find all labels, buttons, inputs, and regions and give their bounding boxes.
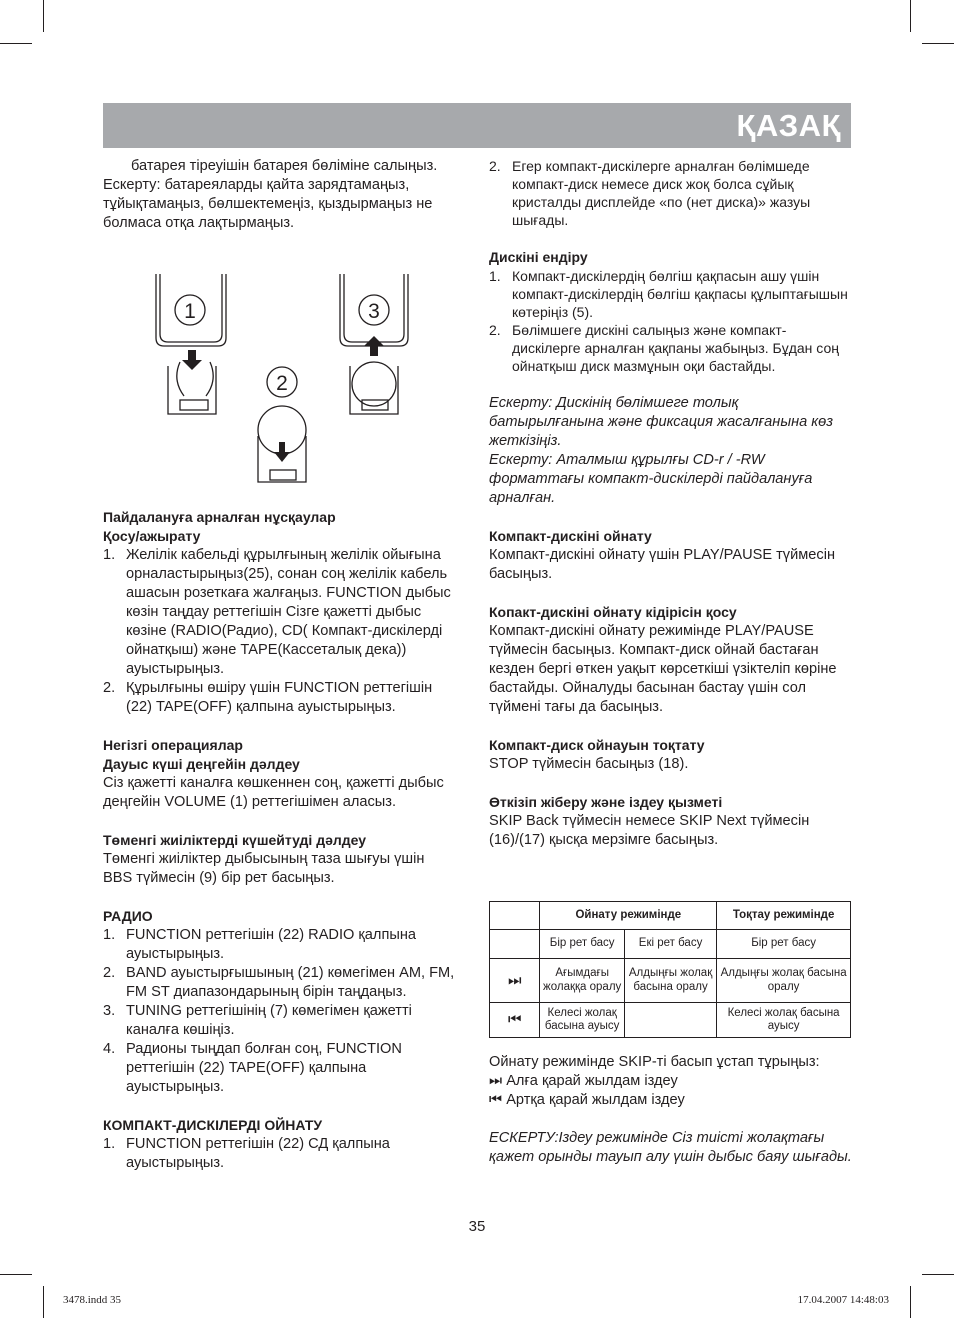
left-column-top: [103, 157, 455, 233]
page-number: 35: [468, 1218, 486, 1235]
disc-note: Ескерту: Дискінің бөлімшеге толық батырылғанына және фиксация жасалғанына көз жеткізіңіз.: [489, 395, 834, 449]
basic-ops-heading: Негізгі операциялар: [103, 737, 243, 753]
insert-item-1: Компакт-дискілердің бөлгіш қақпасын ашу үшін компакт-дискілердің бөлгіш қақпасы құлыптағышын көтеріңіз (5).: [512, 268, 848, 320]
crop-mark: [43, 0, 44, 32]
bass-text: Төменгі жиіліктер дыбысының таза шығуы үшін BBS түймесін (9) бір рет басыңыз.: [103, 851, 425, 886]
list-item: 1. Желілік кабельді құрылғының желілік ойығына орналастырыңыз(25), сонан соң желілік кабель ашасын розеткаға жалғаңыз. FUNCTION дыбыс көзін таңдау реттегішін Сізге қажетті дыбыс көзіне (RADIO(Радио), CD( Компакт-дискілерді ойнатқыш) және TAPE(Кассеталық дека)) ауыстырыңыз.: [103, 546, 455, 679]
table-cell: Алдыңғы жолақ басына оралу: [717, 959, 851, 1003]
bass-heading: Төменгі жиіліктерді күшейтуді дәлдеу: [103, 832, 367, 848]
table-cell: Келесі жолақ басына ауысу: [540, 1003, 625, 1038]
right-column-bottom: [489, 1053, 853, 1167]
play-text: Компакт-дискіні ойнату үшін PLAY/PAUSE түймесін басыңыз.: [489, 547, 836, 582]
figure-step-label: 1: [184, 300, 196, 323]
skip-table: [489, 901, 851, 1038]
skip-next-icon: ⏭: [490, 959, 540, 1003]
list-item: 2. BAND ауыстырғышының (21) көмегімен AM, FM, FM ST диапазондарының бірін таңдаңыз.: [103, 965, 455, 1000]
footer-date: 17.04.2007 14:48:03: [797, 1294, 889, 1306]
cd-play-heading: КОМПАКТ-ДИСКІЛЕРДІ ОЙНАТУ: [103, 1117, 323, 1133]
stop-heading: Компакт-диск ойнауын тоқтату: [489, 737, 705, 753]
list-item: 2. Егер компакт-дискілерге арналған бөлімшеде компакт-диск немесе диск жоқ болса сұйық кристалды дисплейде «по (нет диска)» жазуы шығады.: [489, 157, 853, 229]
usage-heading: Пайдалануға арналған нұсқаулар: [103, 509, 336, 525]
skip-prev-icon: ⏮: [490, 1003, 540, 1038]
list-item: 3. TUNING реттегішінің (7) көмегімен қажетті каналға көшіңіз.: [103, 1002, 455, 1040]
play-heading: Компакт-дискіні ойнату: [489, 528, 652, 544]
radio-item-3: TUNING реттегішінің (7) көмегімен қажетті каналға көшіңіз.: [126, 1003, 412, 1038]
table-cell: Келесі жолақ басына ауысу: [717, 1003, 851, 1038]
radio-item-2: BAND ауыстырғышының (21) көмегімен AM, FM, FM ST диапазондарының бірін таңдаңыз.: [126, 965, 455, 1000]
battery-note: Ескерту: батареяларды қайта зарядтамаңыз, тұйықтамаңыз, бөлшектемеңіз, қыздырмаңыз не болмаса отқа лақтырмаңыз.: [103, 177, 433, 231]
table-row: [490, 1003, 851, 1038]
volume-text: Сіз қажетті каналға көшкеннен соң, қажетті дыбыс деңгейін VOLUME (1) реттегішімен аласыз.: [103, 775, 444, 810]
figure-step-label: 3: [368, 300, 380, 323]
crop-mark: [922, 1274, 954, 1275]
hold-text: Ойнату режимінде SKIP-ті басып ұстап тұрыңыз:: [489, 1054, 820, 1070]
table-row: [490, 959, 851, 1003]
volume-heading: Дауыс күші деңгейін дәлдеу: [103, 756, 300, 772]
footer-file: 3478.indd 35: [63, 1294, 122, 1306]
radio-item-4: Радионы тыңдап болған соң, FUNCTION реттегішін (22) TAPE(OFF) қалпына ауыстырыңыз.: [126, 1041, 402, 1095]
cd-item-1: FUNCTION реттегішін (22) СД қалпына ауыстырыңыз.: [126, 1136, 390, 1171]
list-item: 4. Радионы тыңдап болған соң, FUNCTION реттегішін (22) TAPE(OFF) қалпына ауыстырыңыз.: [103, 1040, 455, 1097]
onoff-heading: Қосу/ажырату: [103, 528, 201, 544]
right-column: [489, 157, 853, 850]
fast-forward-text: Алға қарай жылдам іздеу: [506, 1073, 678, 1089]
crop-mark: [910, 1286, 911, 1318]
crop-mark: [0, 1274, 32, 1275]
language-title: ҚАЗАҚ: [736, 108, 841, 143]
list-item: 2. Құрылғыны өшіру үшін FUNCTION реттегішін (22) TAPE(OFF) қалпына ауыстырыңыз.: [103, 679, 455, 717]
fast-forward-line: [489, 1072, 853, 1091]
list-item: 1. FUNCTION реттегішін (22) СД қалпына ауыстырыңыз.: [103, 1135, 455, 1173]
list-item: 1. Компакт-дискілердің бөлгіш қақпасын ашу үшін компакт-дискілердің бөлгіш қақпасы құлыптағышын көтеріңіз (5).: [489, 267, 853, 321]
crop-mark: [0, 43, 32, 44]
battery-text: батарея тіреуішін батарея бөліміне салыңыз.: [131, 158, 438, 174]
fast-forward-icon: ⏭: [489, 1073, 503, 1089]
radio-heading: РАДИО: [103, 908, 153, 924]
table-cell: Бір рет басу: [717, 930, 851, 959]
table-cell: Алдыңғы жолақ басына оралу: [624, 959, 716, 1003]
fast-back-line: [489, 1091, 853, 1110]
figure-step-label: 2: [276, 372, 288, 395]
table-cell: [624, 1003, 716, 1038]
table-header-play: Ойнату режимінде: [540, 902, 717, 930]
table-row: [490, 930, 851, 959]
insert-heading: Дискіні ендіру: [489, 249, 588, 265]
format-note: Ескерту: Аталмыш құрылғы CD-r / -RW форматтағы компакт-дискілерді пайдалануға арналған.: [489, 452, 813, 506]
insert-item-2: Бөлімшеге дискіні салыңыз және компакт-дискілерге арналған қақпаны жабыңыз. Бұдан соң ойнатқыш диск мазмұнын оқи бастайды.: [512, 322, 839, 374]
list-item: 1. FUNCTION реттегішін (22) RADIO қалпына ауыстырыңыз.: [103, 926, 455, 964]
onoff-item-2: Құрылғыны өшіру үшін FUNCTION реттегішін (22) TAPE(OFF) қалпына ауыстырыңыз.: [126, 680, 433, 715]
list-item: 2. Бөлімшеге дискіні салыңыз және компакт-дискілерге арналған қақпаны жабыңыз. Бұдан соң ойнатқыш диск мазмұнын оқи бастайды.: [489, 321, 853, 375]
table-cell: Екі рет басу: [624, 930, 716, 959]
skip-heading: Өткізіп жіберу және іздеу қызметі: [489, 794, 723, 810]
search-note: ЕСКЕРТУ:Іздеу режимінде Сіз тиісті жолақтағы қажет орынды тауып алу үшін дыбыс баяу шығады.: [489, 1130, 852, 1165]
table-cell: Ағымдағы жолаққа оралу: [540, 959, 625, 1003]
table-row: [490, 902, 851, 930]
crop-mark: [910, 0, 911, 32]
table-cell: Бір рет басу: [540, 930, 625, 959]
fast-back-text: Артқа қарай жылдам іздеу: [506, 1092, 685, 1108]
crop-mark: [43, 1286, 44, 1318]
stop-text: STOP түймесін басыңыз (18).: [489, 756, 689, 772]
table-header-stop: Тоқтау режимінде: [717, 902, 851, 930]
left-column-bottom: [103, 508, 455, 1173]
radio-item-1: FUNCTION реттегішін (22) RADIO қалпына ауыстырыңыз.: [126, 927, 417, 962]
no-disc-item: Егер компакт-дискілерге арналған бөлімшеде компакт-диск немесе диск жоқ болса сұйық кристалды дисплейде «по (нет диска)» жазуы шығады.: [512, 158, 811, 228]
skip-text: SKIP Back түймесін немесе SKIP Next түймесін (16)/(17) қысқа мерзімге басыңыз.: [489, 813, 810, 848]
crop-mark: [922, 43, 954, 44]
onoff-item-1: Желілік кабельді құрылғының желілік ойығына орналастырыңыз(25), сонан соң желілік кабель ашасын розеткаға жалғаңыз. FUNCTION дыбыс көзін таңдау реттегішін Сізге қажетті дыбыс көзіне (RADIO(Радио), CD( Компакт-дискілерді ойнатқыш) және TAPE(Кассеталық дека)) ауыстырыңыз.: [126, 547, 451, 677]
fast-back-icon: ⏮: [489, 1092, 503, 1108]
pause-text: Компакт-дискіні ойнату режимінде PLAY/PAUSE түймесін басыңыз. Компакт-диск ойнай бастаған кезден бергі өткен уақыт көрсеткіші үзіктеліп көріне бастайды. Ойналуды басынан бастау үшін сол түймені тағы да басыңыз.: [489, 623, 837, 715]
battery-insertion-figure: [150, 272, 410, 488]
pause-heading: Копакт-дискіні ойнату кідірісін қосу: [489, 604, 737, 620]
language-header-bar: [103, 103, 851, 148]
